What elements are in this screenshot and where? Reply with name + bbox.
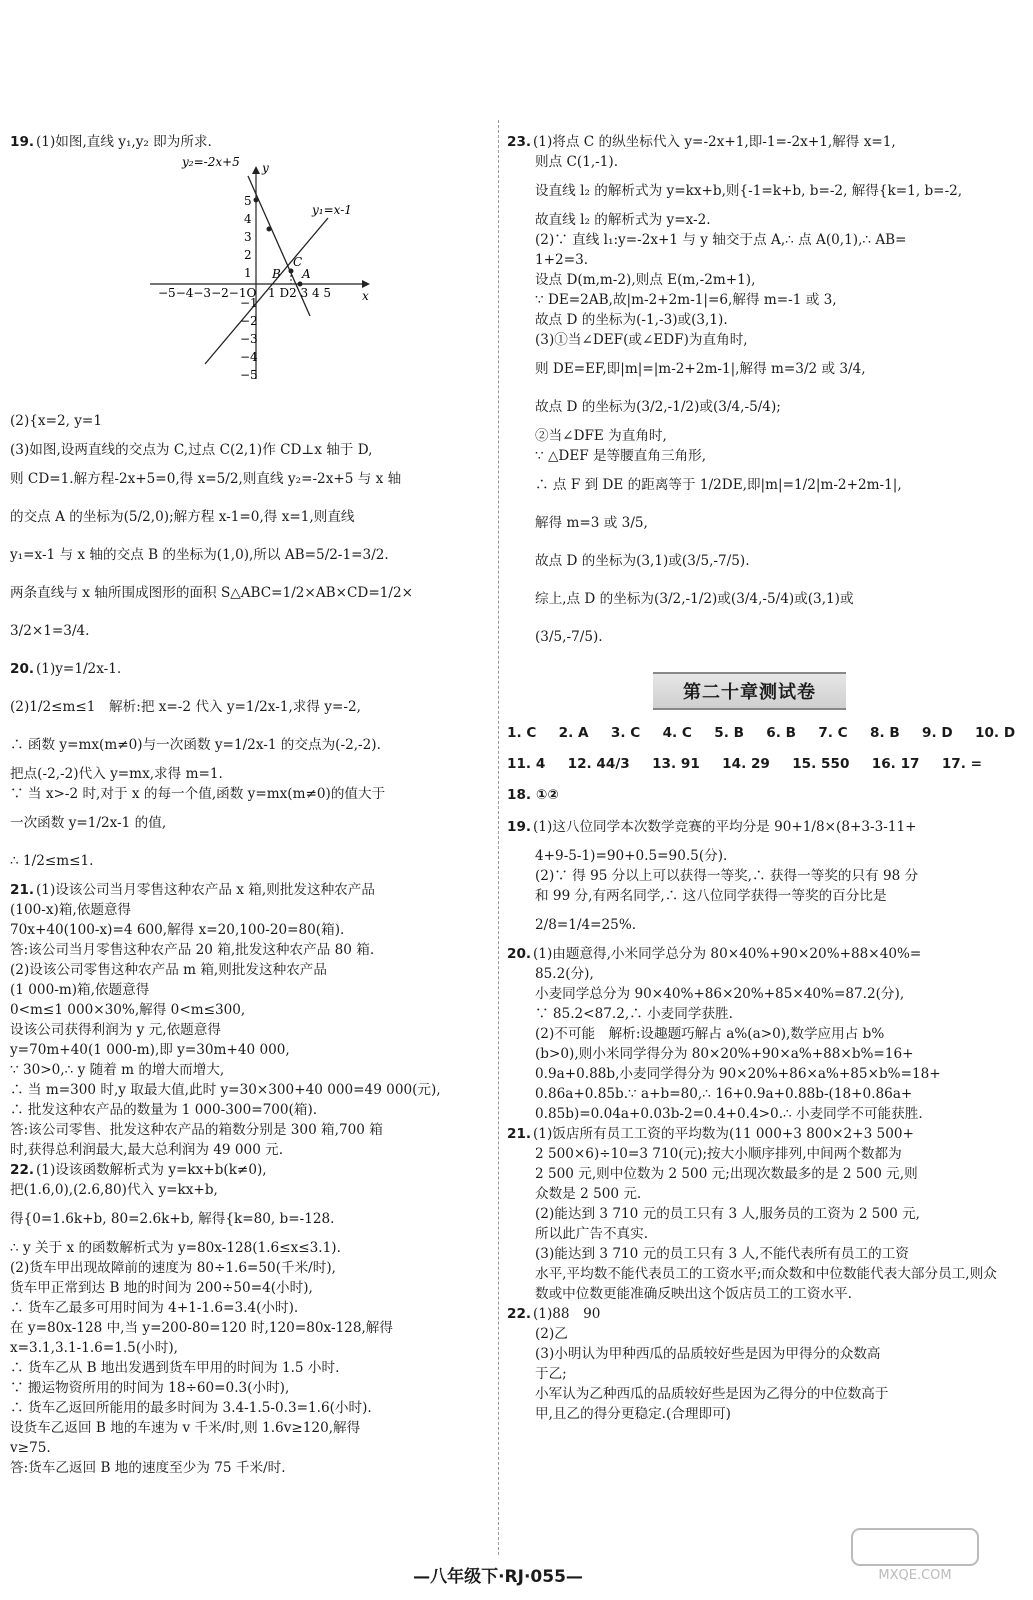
answer-line: ∵ 当 x>-2 时,对于 x 的每一个值,函数 y=mx(m≠0)的值大于 <box>10 786 386 802</box>
answer-line: 故直线 l₂ 的解析式为 y=x-2. <box>535 212 711 228</box>
answer-line: (1)设该函数解析式为 y=kx+b(k≠0), <box>36 1162 267 1178</box>
question-21-ch20 <box>507 1124 997 1304</box>
label-x-axis: x <box>362 289 369 303</box>
answer-line: 时,获得总利润最大,最大总利润为 49 000 元. <box>10 1142 284 1158</box>
answer-line: (2)货车甲出现故障前的速度为 80÷1.6=50(千米/时), <box>10 1260 336 1276</box>
question-number: 20. <box>507 946 532 962</box>
y-tick: −4 <box>240 350 258 364</box>
answer-line: 2/8=1/4=25%. <box>535 917 637 933</box>
answer-line: (3)能达到 3 710 元的员工只有 3 人,不能代表所有员工的工资 <box>535 1246 909 1262</box>
x-ticks-negative: −5−4−3−2−1O <box>158 286 257 300</box>
answer-line: 货车甲正常到达 B 地的时间为 200÷50=4(小时), <box>10 1280 313 1296</box>
answer-item: 1. C <box>507 725 537 741</box>
answer-line: 甲,且乙的得分更稳定.(合理即可) <box>535 1406 731 1422</box>
answer-line: 故点 D 的坐标为(3,1)或(3/5,-7/5). <box>535 553 750 569</box>
x-ticks-positive: 1 D2 3 4 5 <box>268 286 332 300</box>
answer-line: ∴ 当 m=300 时,y 取最大值,此时 y=30×300+40 000=49 000(元), <box>10 1082 441 1098</box>
answer-item: 14. 29 <box>722 756 770 772</box>
answer-line: 众数是 2 500 元. <box>535 1186 642 1202</box>
answer-item: 10. D <box>975 725 1016 741</box>
watermark-text: MXQE.COM <box>878 1568 952 1583</box>
question-20 <box>10 650 490 880</box>
answer-line: 0.9a+0.88b,小麦同学得分为 90×20%+86×a%+85×b%=18+ <box>535 1066 941 1082</box>
answer-line: 故点 D 的坐标为(-1,-3)或(3,1). <box>535 312 728 328</box>
answer-line: (1)将点 C 的纵坐标代入 y=-2x+1,即-1=-2x+1,解得 x=1, <box>533 134 896 150</box>
answer-line: 得{0=1.6k+b, 80=2.6k+b, 解得{k=80, b=-128. <box>10 1211 335 1227</box>
question-19-ch20 <box>507 808 992 944</box>
answer-item: 4. C <box>662 725 692 741</box>
answer-line: 一次函数 y=1/2x-1 的值, <box>10 815 167 831</box>
answer-line: 设直线 l₂ 的解析式为 y=kx+b,则{-1=k+b, b=-2, 解得{k=1, b=-2, <box>535 183 963 199</box>
y-tick: 5 <box>244 194 252 208</box>
answer-line: ∴ 点 F 到 DE 的距离等于 1/2DE,即|m|=1/2|m-2+2m-1|, <box>535 477 902 493</box>
function-graph <box>10 154 490 400</box>
label-point-b: B <box>272 267 281 281</box>
answer-item: 3. C <box>610 725 641 741</box>
answer-line: (2)∵ 直线 l₁:y=-2x+1 与 y 轴交于点 A,∴ 点 A(0,1),∴ AB= <box>535 232 907 248</box>
label-y2: y₂=-2x+5 <box>182 155 240 169</box>
label-y1: y₁=x-1 <box>312 203 352 217</box>
answer-line: 于乙; <box>535 1366 567 1382</box>
answer-line: 的交点 A 的坐标为(5/2,0);解方程 x-1=0,得 x=1,则直线 <box>10 509 355 525</box>
answer-line: (1 000-m)箱,依题意得 <box>10 982 150 998</box>
answer-line: (3)如图,设两直线的交点为 C,过点 C(2,1)作 CD⊥x 轴于 D, <box>10 442 373 458</box>
answer-line: (1)这八位同学本次数学竞赛的平均分是 90+1/8×(8+3-3-11+ <box>533 819 917 835</box>
answer-line: (1)如图,直线 y₁,y₂ 即为所求. <box>36 134 212 150</box>
answer-item: 8. B <box>870 725 900 741</box>
answer-line: x=3.1,3.1-1.6=1.5(小时), <box>10 1340 178 1356</box>
watermark-frame <box>852 1529 978 1565</box>
answer-row-2 <box>507 746 992 782</box>
column-divider <box>498 120 499 1555</box>
answer-line: (2)不可能 解析:设趣题巧解占 a%(a>0),数学应用占 b% <box>535 1026 885 1042</box>
answer-line: 1+2=3. <box>535 252 589 268</box>
answer-item: 5. B <box>714 725 744 741</box>
y-tick: 3 <box>244 230 252 244</box>
answer-line: 把(1.6,0),(2.6,80)代入 y=kx+b, <box>10 1182 218 1198</box>
answer-line: 3/2×1=3/4. <box>10 623 90 639</box>
answer-line: 所以此广告不真实. <box>535 1226 649 1242</box>
answer-line: (2)能达到 3 710 元的员工只有 3 人,服务员的工资为 2 500 元, <box>535 1206 920 1222</box>
answer-line: 设货车乙返回 B 地的车速为 v 千米/时,则 1.6v≥120,解得 <box>10 1420 361 1436</box>
question-number: 21. <box>10 882 35 898</box>
answer-line: (2){x=2, y=1 <box>10 413 102 429</box>
answer-line: (2)乙 <box>535 1326 568 1342</box>
answer-line: (3)小明认为甲种西瓜的品质较好些是因为甲得分的众数高 <box>535 1346 881 1362</box>
answer-line: ∴ 批发这种农产品的数量为 1 000-300=700(箱). <box>10 1102 318 1118</box>
answer-line: 0.85b)=0.04a+0.03b-2=0.4+0.4>0.∴ 小麦同学不可能获胜. <box>535 1106 923 1122</box>
answer-item: 15. 550 <box>792 756 850 772</box>
question-22-ch20 <box>507 1304 992 1424</box>
answer-line: 0.86a+0.85b.∵ a+b=80,∴ 16+0.9a+0.88b-(18+0.86a+ <box>535 1086 913 1102</box>
right-column <box>507 132 1016 1424</box>
answer-item: 6. B <box>766 725 796 741</box>
question-22 <box>10 1160 490 1478</box>
answer-line: 水平,平均数不能代表员工的工资水平;而众数和中位数能代表大部分员工,则众 <box>535 1266 997 1282</box>
left-column <box>10 132 490 1478</box>
y-tick: 4 <box>244 212 252 226</box>
answer-line: 则点 C(1,-1). <box>535 154 619 170</box>
answer-item: 16. 17 <box>871 756 920 772</box>
answer-line: 2 500 元,则中位数为 2 500 元;出现次数最多的是 2 500 元,则 <box>535 1166 918 1182</box>
y-tick: −3 <box>240 332 258 346</box>
answer-line: 小麦同学总分为 90×40%+86×20%+85×40%=87.2(分), <box>535 986 905 1002</box>
answer-row-1 <box>507 720 1016 746</box>
answer-item: 9. D <box>922 725 953 741</box>
answer-line: (1)设该公司当月零售这种农产品 x 箱,则批发这种农产品 <box>36 882 375 898</box>
answer-line: 设该公司获得利润为 y 元,依题意得 <box>10 1022 221 1038</box>
point-y-intercept <box>254 198 259 203</box>
answer-line: 4+9-5-1)=90+0.5=90.5(分). <box>535 848 728 864</box>
label-y-axis: y <box>262 161 269 175</box>
answer-line: ∵ DE=2AB,故|m-2+2m-1|=6,解得 m=-1 或 3, <box>535 292 837 308</box>
answer-line: 则 DE=EF,即|m|=|m-2+2m-1|,解得 m=3/2 或 3/4, <box>535 361 866 377</box>
answer-line: (1)由题意得,小米同学总分为 80×40%+90×20%+88×40%= <box>533 946 922 962</box>
answer-line: ∴ 1/2≤m≤1. <box>10 853 94 869</box>
question-number: 23. <box>507 134 532 150</box>
question-number: 20. <box>10 661 35 677</box>
answer-item: 12. 44/3 <box>567 756 630 772</box>
x-axis-arrow <box>362 280 370 288</box>
answer-line: ∴ 函数 y=mx(m≠0)与一次函数 y=1/2x-1 的交点为(-2,-2). <box>10 737 381 753</box>
answer-line: 85.2(分), <box>535 966 594 982</box>
answer-item: 2. A <box>558 725 589 741</box>
question-number: 19. <box>10 134 35 150</box>
answer-item: 11. 4 <box>507 756 546 772</box>
y-tick: −1 <box>240 296 258 310</box>
answer-line: ∵ △DEF 是等腰直角三角形, <box>535 448 707 464</box>
answer-line: y=70m+40(1 000-m),即 y=30m+40 000, <box>10 1042 290 1058</box>
question-20-ch20 <box>507 944 992 1124</box>
chapter-title: 第二十章测试卷 <box>653 672 846 710</box>
answer-line: ∵ 搬运物资所用的时间为 18÷60=0.3(小时), <box>10 1380 290 1396</box>
answer-line: ∴ 货车乙最多可用时间为 4+1-1.6=3.4(小时). <box>10 1300 299 1316</box>
y-tick: 2 <box>244 248 252 262</box>
watermark-logo <box>850 1525 980 1585</box>
question-number: 22. <box>10 1162 35 1178</box>
answer-line: ②当∠DFE 为直角时, <box>535 428 667 444</box>
question-number: 21. <box>507 1126 532 1142</box>
answer-line: ∴ y 关于 x 的函数解析式为 y=80x-128(1.6≤x≤3.1). <box>10 1240 341 1256</box>
answer-line: 则 CD=1.解方程-2x+5=0,得 x=5/2,则直线 y₂=-2x+5 与 x 轴 <box>10 471 402 487</box>
y-axis-arrow <box>252 166 260 174</box>
question-21 <box>10 880 490 1160</box>
question-23 <box>507 132 992 656</box>
answer-line: (1)y=1/2x-1. <box>36 661 122 677</box>
y-tick: −5 <box>240 368 258 382</box>
answer-line: (1)88 90 <box>533 1306 601 1322</box>
answer-line: 答:该公司零售、批发这种农产品的箱数分别是 300 箱,700 箱 <box>10 1122 383 1138</box>
answer-line: (100-x)箱,依题意得 <box>10 902 132 918</box>
answer-line: 2 500×6)÷10=3 710(元);按大小顺序排列,中间两个数都为 <box>535 1146 902 1162</box>
answer-item: 7. C <box>818 725 848 741</box>
answer-line: 在 y=80x-128 中,当 y=200-80=120 时,120=80x-128,解得 <box>10 1320 393 1336</box>
answer-line: (2)1/2≤m≤1 解析:把 x=-2 代入 y=1/2x-1,求得 y=-2, <box>10 699 361 715</box>
answer-line: (b>0),则小米同学得分为 80×20%+90×a%+88×b%=16+ <box>535 1046 914 1062</box>
y-tick: 1 <box>244 266 252 280</box>
answer-line: (2)设该公司零售这种农产品 m 箱,则批发这种农产品 <box>10 962 327 978</box>
answer-line: ∴ 货车乙从 B 地出发遇到货车甲用的时间为 1.5 小时. <box>10 1360 340 1376</box>
page-footer: —八年级下·RJ·055— <box>413 1567 583 1587</box>
answer-row-3 <box>507 782 992 808</box>
question-number: 19. <box>507 819 532 835</box>
answer-line: (2)∵ 得 95 分以上可以获得一等奖,∴ 获得一等奖的只有 98 分 <box>535 868 919 884</box>
answer-line: 0<m≤1 000×30%,解得 0<m≤300, <box>10 1002 246 1018</box>
answer-line: 两条直线与 x 轴所围成图形的面积 S△ABC=1/2×AB×CD=1/2× <box>10 585 413 601</box>
coordinate-plane <box>10 154 490 400</box>
question-number: 22. <box>507 1306 532 1322</box>
answer-line: 解得 m=3 或 3/5, <box>535 515 648 531</box>
answer-line: v≥75. <box>10 1440 51 1456</box>
answer-line: ∵ 30>0,∴ y 随着 m 的增大而增大, <box>10 1062 225 1078</box>
answer-line: (3)①当∠DEF(或∠EDF)为直角时, <box>535 332 748 348</box>
answer-line: 小军认为乙种西瓜的品质较好些是因为乙得分的中位数高于 <box>535 1386 889 1402</box>
answer-item: 13. 91 <box>652 756 700 772</box>
answer-line: 综上,点 D 的坐标为(3/2,-1/2)或(3/4,-5/4)或(3,1)或 <box>535 591 854 607</box>
y-tick: −2 <box>240 314 258 328</box>
answer-item: 17. = <box>941 756 983 772</box>
answer-line: 答:货车乙返回 B 地的速度至少为 75 千米/时. <box>10 1460 286 1476</box>
point-on-y2 <box>267 227 272 232</box>
label-point-a: A <box>302 267 311 281</box>
answer-line: ∴ 货车乙返回所能用的最多时间为 3.4-1.5-0.3=1.6(小时). <box>10 1400 372 1416</box>
answer-line: 数或中位数更能准确反映出这个饭店员工的工资水平. <box>535 1286 852 1302</box>
answer-line: 70x+40(100-x)=4 600,解得 x=20,100-20=80(箱). <box>10 922 345 938</box>
chapter-banner <box>507 672 992 710</box>
answer-line: 设点 D(m,m-2),则点 E(m,-2m+1), <box>535 272 756 288</box>
answer-line: (3/5,-7/5). <box>535 629 603 645</box>
answer-line: y₁=x-1 与 x 轴的交点 B 的坐标为(1,0),所以 AB=5/2-1=3/2. <box>10 547 389 563</box>
question-19 <box>10 132 490 650</box>
answer-line: 把点(-2,-2)代入 y=mx,求得 m=1. <box>10 766 223 782</box>
answer-line: 故点 D 的坐标为(3/2,-1/2)或(3/4,-5/4); <box>535 399 781 415</box>
answer-line: 答:该公司当月零售这种农产品 20 箱,批发这种农产品 80 箱. <box>10 942 375 958</box>
answer-line: ∵ 85.2<87.2,∴ 小麦同学获胜. <box>535 1006 733 1022</box>
answer-item: 18. ①② <box>507 787 559 803</box>
answer-line: (1)饭店所有员工工资的平均数为(11 000+3 800×2+3 500+ <box>533 1126 914 1142</box>
answer-line: 和 99 分,有两名同学,∴ 这八位同学获得一等奖的百分比是 <box>535 888 887 904</box>
label-point-c: C <box>293 255 303 269</box>
